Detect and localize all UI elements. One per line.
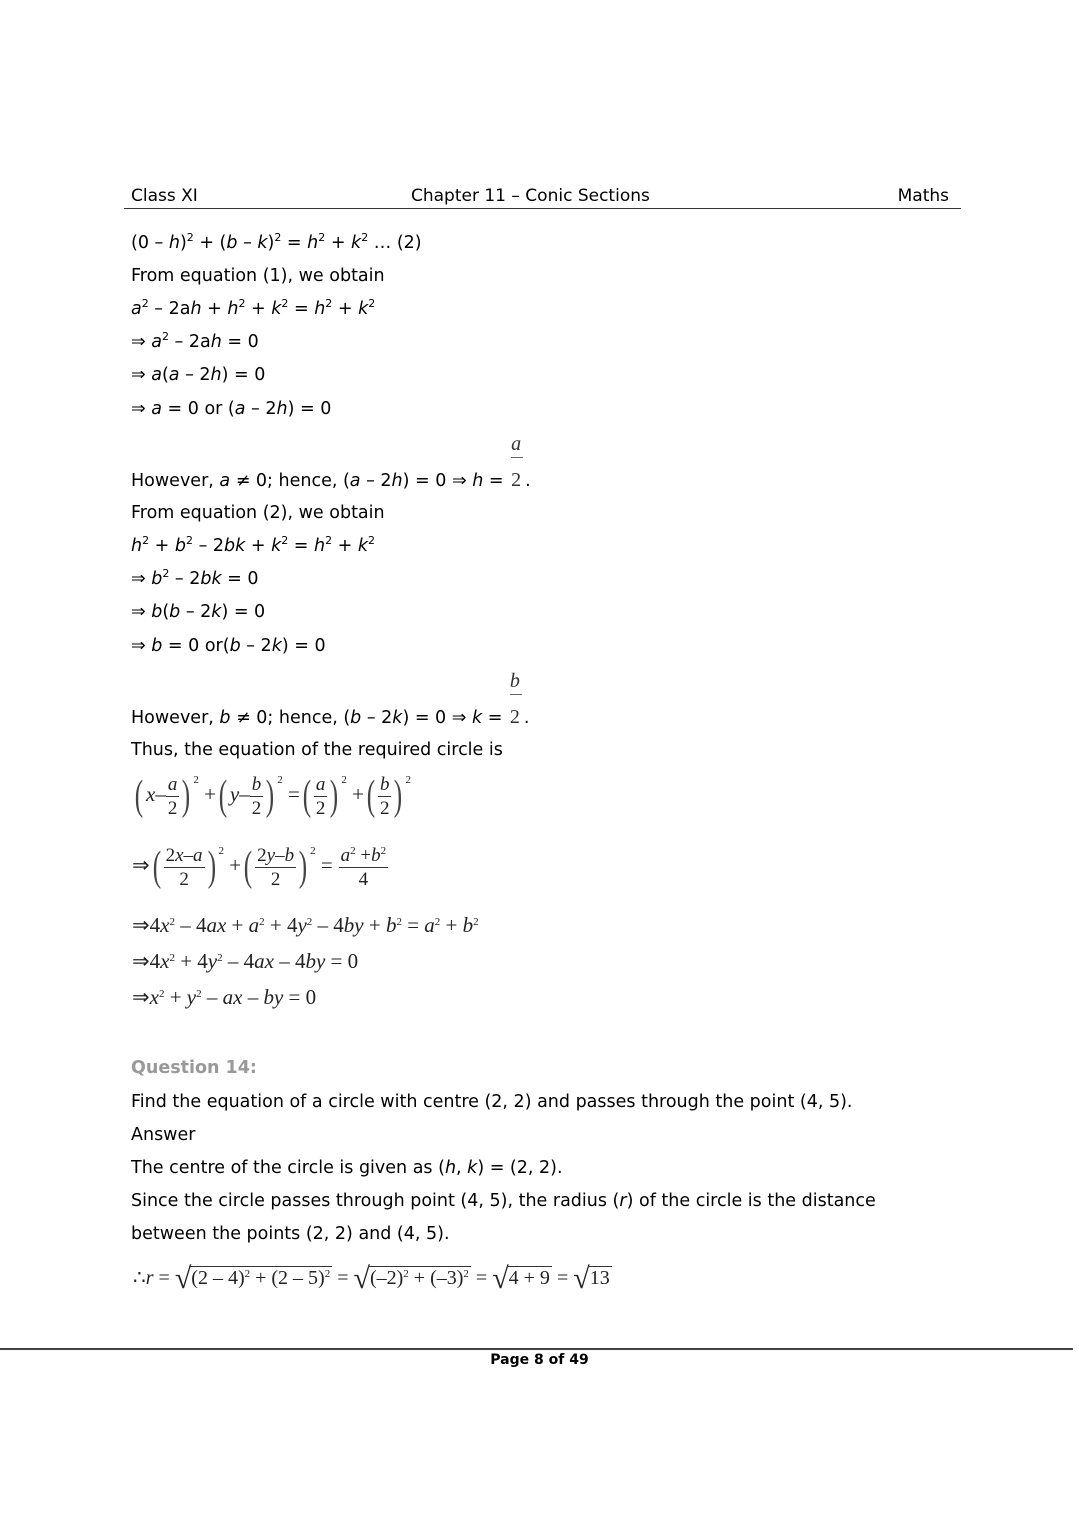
- circle-equation-2: ⇒( $\frac{2x-a}{2}$ ) $^2$ +( $\frac{2y-b}{2}$ ) $^2$ = $\frac{a^2 +b^2}{4}$: [132, 844, 387, 890]
- text-line: From equation (2), we obtain: [131, 503, 385, 523]
- equation-line: ⇒ $b^2 - 2bk = 0$: [131, 567, 259, 589]
- equation-line: $h^2 + b^2 - 2bk + k^2 = h^2 + k^2$: [131, 534, 376, 556]
- answer-line-3: between the points (2, 2) and (4, 5).: [131, 1224, 450, 1244]
- equation-line: $a^2 - 2ah + h^2 + k^2 = h^2 + k^2$: [131, 297, 376, 319]
- equation-line: ⇒ a(a – 2h) = 0: [131, 365, 266, 385]
- class-label: Class XI: [131, 186, 198, 206]
- equation-line: ⇒ b = 0 or(b – 2k) = 0: [131, 636, 326, 656]
- page-number: Page 8 of 49: [490, 1352, 589, 1368]
- circle-equation-4: $\Rightarrow 4x^2 + 4y^2 - 4ax - 4by = 0$: [132, 949, 359, 973]
- text-line: Thus, the equation of the required circle is: [131, 740, 503, 760]
- equation-line-1: $(0 - h)^2 + (b - k)^2 = h^2 + k^2$ … (2): [131, 231, 422, 253]
- fraction-a-over-2: $\frac{a}{2}$: [511, 433, 522, 491]
- circle-equation-5: $\Rightarrow x^2 + y^2$ – ax – by = 0: [132, 985, 317, 1009]
- answer-line-2: Since the circle passes through point (4, 5), the radius (r) of the circle is the distance: [131, 1191, 876, 1211]
- equation-line-h: However, a ≠ 0; hence, (a – 2h) = 0 ⇒ h = $\frac{a}{2}$.: [131, 433, 531, 491]
- footer-divider: [0, 1348, 1073, 1350]
- answer-label: Answer: [131, 1125, 196, 1145]
- fraction-b-over-2: $\frac{b}{2}$: [509, 670, 520, 728]
- question-text: Find the equation of a circle with centre (2, 2) and passes through the point (4, 5).: [131, 1092, 853, 1112]
- chapter-title: Chapter 11 – Conic Sections: [411, 186, 650, 206]
- equation-line-k: However, b ≠ 0; hence, (b – 2k) = 0 ⇒ k = $\frac{b}{2}$.: [131, 670, 530, 728]
- text-line: From equation (1), we obtain: [131, 266, 385, 286]
- equation-line: ⇒ a = 0 or (a – 2h) = 0: [131, 399, 332, 419]
- page-header: [124, 184, 961, 209]
- answer-line-1: The centre of the circle is given as (h, k) = (2, 2).: [131, 1158, 563, 1178]
- equation-line: ⇒ b(b – 2k) = 0: [131, 602, 266, 622]
- radius-equation: ∴r = $√(2 - 4)^2 + (2 - 5)^2 = √(-2)^2 + (-3)^2 = √4 + 9 = √13$: [133, 1262, 610, 1295]
- equation-line: ⇒ $a^2 - 2ah = 0$: [131, 330, 259, 352]
- question-title: Question 14:: [131, 1058, 257, 1078]
- circle-equation-3: $\Rightarrow 4x^2 - 4ax + a^2 + 4y^2 - 4by + b^2 = a^2 + b^2$: [132, 913, 479, 937]
- circle-equation-1: ( x– $\frac{a}{2}$ ) $^2$ +( y– $\frac{b}{2}$ ) $^2$ =( $\frac{a}{2}$ ) $^2$ +( $\frac{b}{2}$ ) $^2$: [134, 773, 411, 819]
- subject-label: Maths: [897, 186, 949, 206]
